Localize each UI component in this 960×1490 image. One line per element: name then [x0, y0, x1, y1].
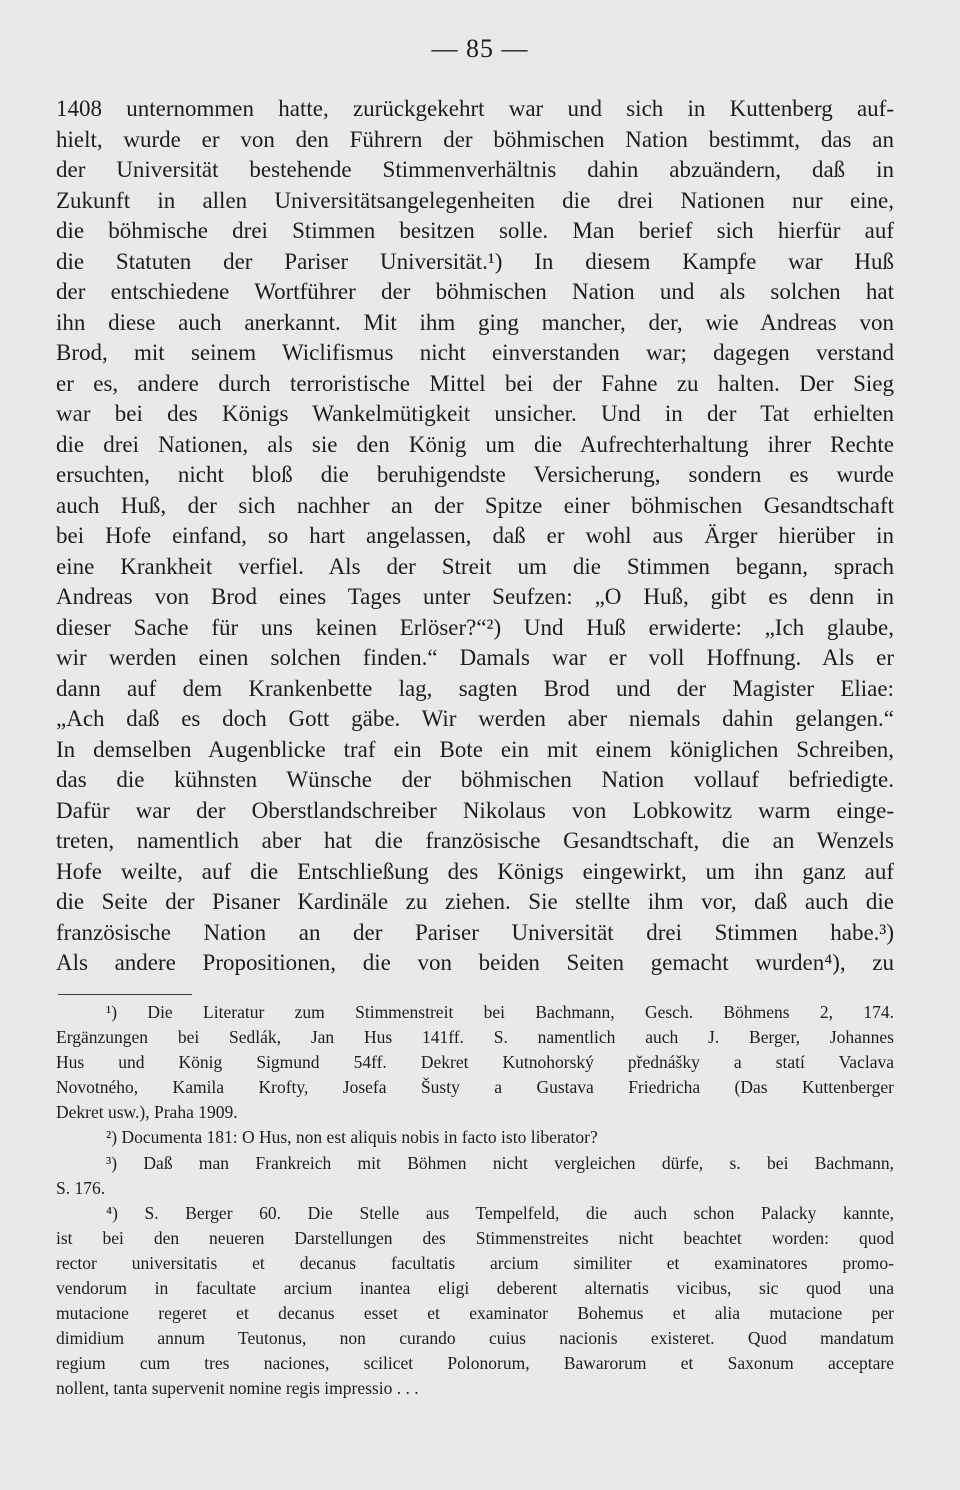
text-line: treten, namentlich aber hat die französische Gesandtschaft, die an Wenzels	[56, 828, 894, 853]
footnote-line: vendorum in facultate arcium inantea eligi deberent alternatis vicibus, sic quod una	[56, 1278, 894, 1299]
text-line: dann auf dem Krankenbette lag, sagten Brod und der Magister Eliae:	[56, 675, 894, 701]
text-line: ihn diese auch anerkannt. Mit ihm ging mancher, der, wie Andreas von	[56, 309, 894, 335]
text-line: Andreas von Brod eines Tages unter Seufzen: „O Huß, gibt es denn in	[56, 584, 894, 609]
text-line: dieser Sache für uns keinen Erlöser?“²) Und Huß erwiderte: „Ich glaube,	[56, 614, 894, 640]
footnote-line: ¹) Die Literatur zum Stimmenstreit bei Bachmann, Gesch. Böhmens 2, 174.	[106, 1002, 894, 1022]
footnote-line: Dekret usw.), Praha 1909.	[56, 1102, 238, 1123]
footnotes	[56, 1000, 894, 1402]
footnote-line: Novotného, Kamila Krofty, Josefa Šusty a Gustava Friedricha (Das Kuttenberger	[56, 1077, 894, 1098]
footnote-line: ³) Daß man Frankreich mit Böhmen nicht vergleichen dürfe, s. bei Bachmann,	[106, 1152, 894, 1173]
footnote-divider	[58, 994, 192, 995]
footnote-line: rector universitatis et decanus facultatis arcium similiter et examinatores promo-	[56, 1252, 894, 1273]
text-line: In demselben Augenblicke traf ein Bote ein mit einem königlichen Schreiben,	[56, 736, 894, 762]
text-line: war bei des Königs Wankelmütigkeit unsicher. Und in der Tat erhielten	[56, 401, 894, 426]
page-number: — 85 —	[431, 34, 529, 63]
text-line: die Statuten der Pariser Universität.¹) In diesem Kampfe war Huß	[56, 248, 894, 274]
text-line: wir werden einen solchen finden.“ Damals war er voll Hoffnung. Als er	[56, 645, 894, 670]
text-line: bei Hofe einfand, so hart angelassen, daß er wohl aus Ärger hierüber in	[56, 523, 894, 548]
footnote-line: Ergänzungen bei Sedlák, Jan Hus 141ff. S. namentlich auch J. Berger, Johannes	[56, 1027, 894, 1048]
text-line: er es, andere durch terroristische Mittel bei der Fahne zu halten. Der Sieg	[56, 370, 894, 396]
main-text	[56, 94, 894, 979]
text-line: die drei Nationen, als sie den König um die Aufrechterhaltung ihrer Rechte	[56, 431, 894, 457]
footnote-line: dimidium annum Teutonus, non curando cuius nacionis existeret. Quod mandatum	[56, 1328, 894, 1349]
footnote-line: nollent, tanta supervenit nomine regis impressio . . .	[56, 1378, 419, 1399]
text-line: Dafür war der Oberstlandschreiber Nikolaus von Lobkowitz warm einge-	[56, 797, 894, 823]
footnote-line: ²) Documenta 181: O Hus, non est aliquis nobis in facto isto liberator?	[106, 1127, 598, 1148]
text-line: französische Nation an der Pariser Universität drei Stimmen habe.³)	[56, 919, 894, 945]
text-line: „Ach daß es doch Gott gäbe. Wir werden aber niemals dahin gelangen.“	[56, 706, 894, 731]
text-line: eine Krankheit verfiel. Als der Streit um die Stimmen begann, sprach	[56, 553, 894, 579]
text-line: hielt, wurde er von den Führern der böhmischen Nation bestimmt, das an	[56, 126, 894, 152]
text-line: der Universität bestehende Stimmenverhältnis dahin abzuändern, daß in	[56, 157, 894, 182]
footnote-line: ⁴) S. Berger 60. Die Stelle aus Tempelfeld, die auch schon Palacky kannte,	[106, 1202, 894, 1223]
footnote-line: regium cum tres naciones, scilicet Polonorum, Bawarorum et Saxonum acceptare	[56, 1353, 894, 1374]
footnote-line: ist bei den neueren Darstellungen des Stimmenstreites nicht beachtet worden: quod	[56, 1227, 894, 1248]
text-line: das die kühnsten Wünsche der böhmischen Nation vollauf befriedigte.	[56, 767, 894, 792]
footnote-line: S. 176.	[56, 1177, 106, 1198]
text-line: Brod, mit seinem Wiclifismus nicht einverstanden war; dagegen verstand	[56, 340, 894, 365]
text-line: ersuchten, nicht bloß die beruhigendste Versicherung, sondern es wurde	[56, 462, 894, 487]
text-line: Als andere Propositionen, die von beiden Seiten gemacht wurden⁴), zu	[56, 950, 894, 975]
text-line: Hofe weilte, auf die Entschließung des Königs eingewirkt, um ihn ganz auf	[56, 858, 894, 884]
text-line: 1408 unternommen hatte, zurückgekehrt war und sich in Kuttenberg auf-	[56, 96, 894, 121]
text-line: Zukunft in allen Universitätsangelegenheiten die drei Nationen nur eine,	[56, 187, 894, 213]
footnote-line: Hus und König Sigmund 54ff. Dekret Kutnohorský přednášky a statí Vaclava	[56, 1052, 894, 1073]
text-line: auch Huß, der sich nachher an der Spitze einer böhmischen Gesandtschaft	[56, 492, 894, 518]
text-line: die böhmische drei Stimmen besitzen solle. Man berief sich hierfür auf	[56, 218, 894, 243]
text-line: die Seite der Pisaner Kardinäle zu ziehen. Sie stellte ihm vor, daß auch die	[56, 889, 894, 914]
footnote-line: mutacione regeret et decanus esset et examinator Bohemus et alia mutacione per	[56, 1303, 894, 1324]
text-line: der entschiedene Wortführer der böhmischen Nation und als solchen hat	[56, 279, 894, 304]
